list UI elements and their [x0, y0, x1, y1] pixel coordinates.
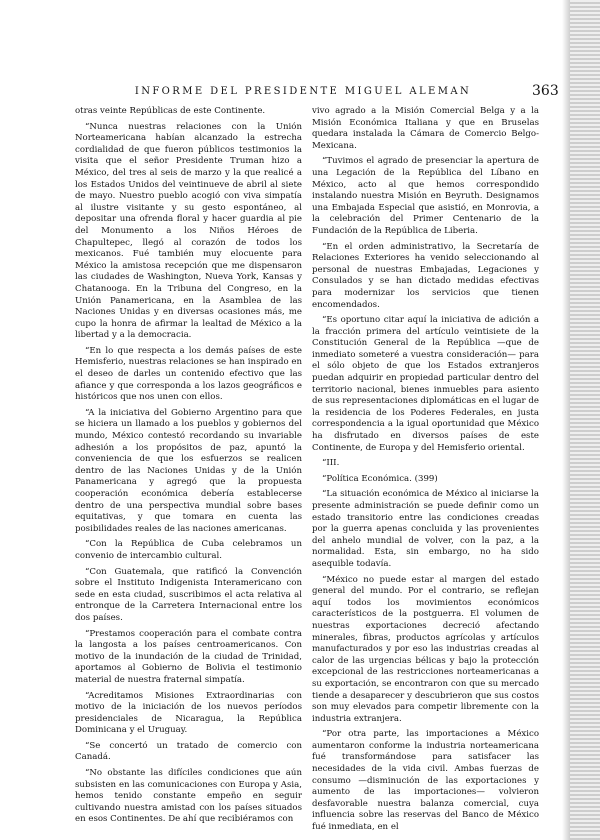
left-column — [75, 106, 302, 830]
page-edge-shadow — [562, 0, 570, 840]
paragraph: “Se concertó un tratado de comercio con Canadá. — [75, 740, 302, 763]
paragraph: “En el orden administrativo, la Secretaría de Relaciones Exteriores ha venido seleccionando al personal de nuestras Embajadas, Legaciones y Consulados y se han dictado medidas efectivas para modernizar los servicios que tienen encomendados. — [312, 241, 539, 310]
page-number: 363 — [532, 83, 559, 99]
paragraph: otras veinte Repúblicas de este Continente. — [75, 106, 266, 116]
page-edge-stack — [570, 0, 600, 840]
paragraph: “Con Guatemala, que ratificó la Convención sobre el Instituto Indigenista Interamericano con sede en esta ciudad, suscribimos el acta relativa al entronque de la Carretera Internacional entre los dos países. — [75, 566, 302, 623]
paragraph: “Con la República de Cuba celebramos un convenio de intercambio cultural. — [75, 539, 302, 561]
paragraph: “Por otra parte, las importaciones a México aumentaron conforme la industria norteamericana fué transformándose para satisfacer las necesidades de la vida civil. Ambas fuerzas de consumo —disminución de las exportaciones y aumento de las importaciones— volvieron desfavorable nuestra balanza comercial, cuya influencia sobre las reservas del Banco de México fué inmediata, en el — [312, 729, 539, 833]
paragraph: “Es oportuno citar aquí la iniciativa de adición a la fracción primera del artículo veintisiete de la Constitución General de la República —que de inmediato someteré a vuestra consideración— para el sólo objeto de que los Estados extranjeros puedan adquirir en propiedad particular dentro del territorio nacional, bienes inmuebles para asiento de sus representaciones diplomáticas en el lugar de la residencia de los Poderes Federales, en justa correspondencia a la igual oportunidad que México ha disfrutado en diversos países de este Continente, de Europa y del Hemisferio oriental. — [312, 315, 539, 453]
paragraph: “La situación económica de México al iniciarse la presente administración se puede definir como un estado transitorio entre las condiciones creadas por la guerra apenas concluida y las provenientes del anhelo mundial de volver, con la paz, a la normalidad. Esta, sin embargo, no ha sido asequible todavía. — [312, 489, 539, 569]
paragraph: “En lo que respecta a los demás países de este Hemisferio, nuestras relaciones se han inspirado en el deseo de darles un contenido efectivo que las afiance y que corresponda a los lazos geográficos e históricos que nos unen con ellos. — [75, 345, 302, 403]
paragraph: “No obstante las difíciles condiciones que aún subsisten en las comunicaciones con Europa y Asia, hemos tenido constante empeño en seguir cultivando nuestra amistad con los países situados en esos Continentes. De ahí que recibiéramos con — [75, 768, 302, 825]
paragraph: “A la iniciativa del Gobierno Argentino para que se hiciera un llamado a los pueblos y gobiernos del mundo, México contestó recordando su invariable adhesión a los propósitos de paz, apuntó la conveniencia de que los esfuerzos se realicen dentro de las Naciones Unidas y de la Unión Panamericana y agregó que la propuesta cooperación económica debería establecerse dentro de una perspectiva mundial sobre bases equitativas, y que tomara en cuenta las posibilidades reales de las naciones americanas. — [75, 407, 302, 534]
paragraph: “Acreditamos Misiones Extraordinarias con motivo de la iniciación de los nuevos períodos presidenciales de Nicaragua, la República Dominicana y el Uruguay. — [75, 690, 302, 736]
paragraph: “Prestamos cooperación para el combate contra la langosta a los países centroamericanos. Con motivo de la inundación de la ciudad de Trinidad, aportamos al Gobierno de Bolivia el testimonio material de nuestra fraternal simpatía. — [75, 628, 302, 685]
section-heading: “III. — [322, 458, 340, 469]
paragraph: “Tuvimos el agrado de presenciar la apertura de una Legación de la República del Líbano en México, acto al que hemos correspondido instalando nuestra Misión en Beyruth. Designamos una Embajada Especial que asistió, en Monrovia, a la celebración del Primer Centenario de la Fundación de la República de Liberia. — [312, 156, 539, 236]
paragraph: “Nunca nuestras relaciones con la Unión Norteamericana habían alcanzado la estrecha cordialidad de que fueron públicos testimonios la visita que el señor Presidente Truman hizo a México, del tres al seis de marzo y la que realicé a los Estados Unidos del veintinueve de abril al siete de mayo. Nuestro pueblo acogió con viva simpatía al ilustre visitante y su gesto espontáneo, al depositar una ofrenda floral y hacer guardia al pie del Monumento a los Niños Héroes de Chapultepec, llegó al corazón de todos los mexicanos. Fué también muy elocuente para México la amistosa recepción que me dispensaron las ciudades de Washington, Nueva York, Kansas y Chatanooga. En la Tribuna del Congreso, en la Unión Panamericana, en la Asamblea de las Naciones Unidas y en diversas ocasiones más, me cupo la honra de afirmar la lealtad de México a la libertad y a la democracia. — [75, 121, 302, 341]
right-column — [312, 106, 539, 838]
paragraph: vivo agrado a la Misión Comercial Belga y a la Misión Económica Italiana y que en Bruselas quedara instalada la Cámara de Comercio Belgo-Mexicana. — [312, 106, 539, 151]
running-title: INFORME DEL PRESIDENTE MIGUEL ALEMAN — [134, 86, 472, 97]
paragraph: “México no puede estar al margen del estado general del mundo. Por el contrario, se reflejan aquí todos los movimientos económicos característicos de la postguerra. El volumen de nuestras exportaciones decreció afectando minerales, fibras, productos agrícolas y artículos manufacturados y por eso las industrias creadas al calor de las urgencias bélicas y bajo la protección excepcional de las restricciones norteamericanas a su exportación, se encontraron con que su mercado tiende a desaparecer y descubrieron que sus costos son muy elevados para competir libremente con la industria extranjera. — [312, 574, 539, 724]
section-subheading: “Política Económica. (399) — [322, 473, 438, 484]
